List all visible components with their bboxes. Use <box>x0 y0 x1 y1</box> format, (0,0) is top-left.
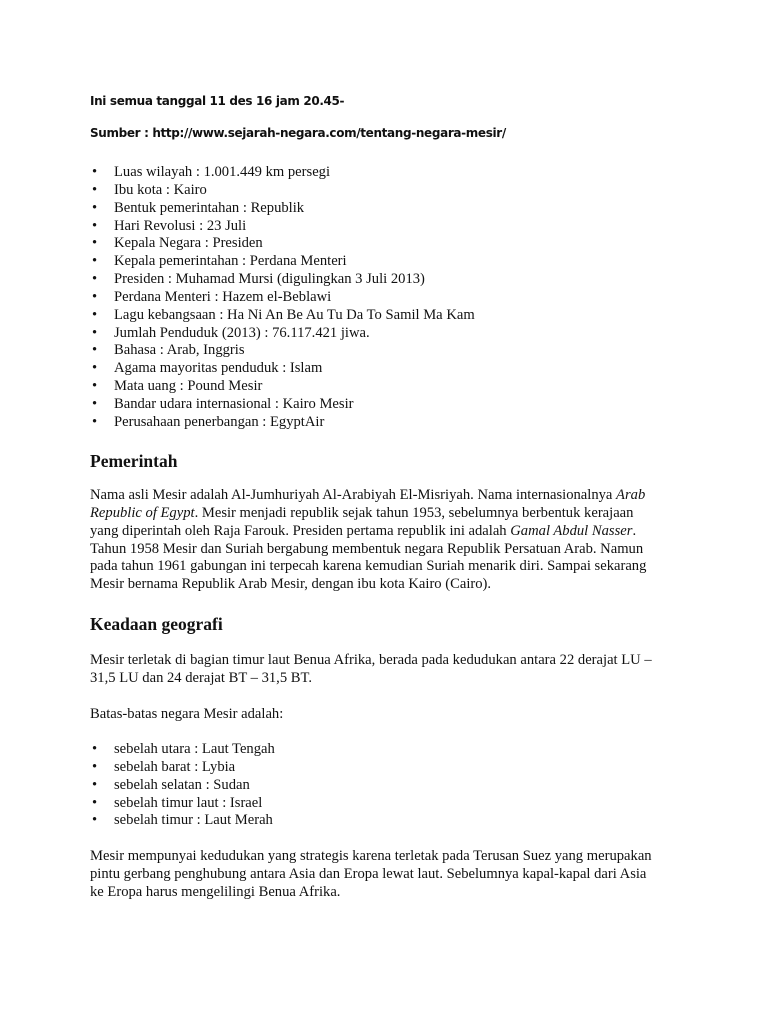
source-note: Sumber : http://www.sejarah-negara.com/tentang-negara-mesir/ <box>90 126 506 140</box>
text-line: Tahun 1958 Mesir dan Suriah bergabung membentuk negara Republik Persatuan Arab. Namun <box>90 540 644 557</box>
section-heading-pemerintah: Pemerintah <box>90 451 178 471</box>
text-line: Batas-batas negara Mesir adalah: <box>90 706 284 722</box>
text-line <box>90 487 690 505</box>
text-run: . <box>632 522 637 539</box>
text-run: . Mesir menjadi republik sejak tahun 1953, sebelumnya berbentuk kerajaan <box>194 504 634 521</box>
pemerintah-paragraph <box>90 487 690 594</box>
italic-text: Gamal Abdul Nasser <box>510 522 633 539</box>
list-item: • Jumlah Penduduk (2013) : 76.117.421 jiwa. <box>114 325 475 343</box>
list-item: • Mata uang : Pound Mesir <box>114 378 475 396</box>
list-item: • Bentuk pemerintahan : Republik <box>114 200 475 218</box>
text-line: ke Eropa harus mengelilingi Benua Afrika. <box>90 883 341 900</box>
list-item: • Agama mayoritas penduduk : Islam <box>114 360 475 378</box>
text-line: Mesir terletak di bagian timur laut Benua Afrika, berada pada kedudukan antara 22 derajat LU – <box>90 652 652 668</box>
borders-list <box>114 741 275 830</box>
text-line <box>90 505 690 523</box>
list-item: • Luas wilayah : 1.001.449 km persegi <box>114 164 475 182</box>
text-line: pada tahun 1961 gabungan ini terpecah karena kemudian Suriah menarik diri. Sampai sekarang <box>90 558 647 575</box>
text-line: 31,5 LU dan 24 derajat BT – 31,5 BT. <box>90 669 312 686</box>
list-item: • Kepala Negara : Presiden <box>114 235 475 253</box>
text-run: Nama asli Mesir adalah Al-Jumhuriyah Al-Arabiyah El-Misriyah. Nama internasionalnya <box>90 487 617 503</box>
list-item: • Ibu kota : Kairo <box>114 182 475 200</box>
text-line: pintu gerbang penghubung antara Asia dan Eropa lewat laut. Sebelumnya kapal-kapal dari Asia <box>90 865 647 882</box>
list-item: • sebelah barat : Lybia <box>114 759 275 777</box>
list-item: • sebelah utara : Laut Tengah <box>114 741 275 759</box>
strategic-paragraph <box>90 848 690 902</box>
country-facts-list <box>114 164 475 432</box>
list-item: • Lagu kebangsaan : Ha Ni An Be Au Tu Da To Samil Ma Kam <box>114 307 475 325</box>
list-item: • Kepala pemerintahan : Perdana Menteri <box>114 253 475 271</box>
text-line <box>90 523 690 541</box>
text-line: Mesir mempunyai kedudukan yang strategis karena terletak pada Terusan Suez yang merupakan <box>90 848 652 864</box>
list-item: • sebelah timur laut : Israel <box>114 795 275 813</box>
list-item: • Bahasa : Arab, Inggris <box>114 342 475 360</box>
list-item: • Perusahaan penerbangan : EgyptAir <box>114 414 475 432</box>
list-item: • sebelah timur : Laut Merah <box>114 812 275 830</box>
list-item: • sebelah selatan : Sudan <box>114 777 275 795</box>
italic-text: Arab <box>616 487 646 503</box>
text-line: Mesir bernama Republik Arab Mesir, dengan ibu kota Kairo (Cairo). <box>90 576 492 593</box>
section-heading-geografi: Keadaan geografi <box>90 614 223 634</box>
list-item: • Hari Revolusi : 23 Juli <box>114 218 475 236</box>
list-item: • Bandar udara internasional : Kairo Mesir <box>114 396 475 414</box>
text-run: yang diperintah oleh Raja Farouk. Presiden pertama republik ini adalah <box>90 522 511 539</box>
borders-intro <box>90 706 690 724</box>
italic-text: Republic of Egypt <box>90 504 195 521</box>
list-item: • Perdana Menteri : Hazem el-Beblawi <box>114 289 475 307</box>
list-item: • Presiden : Muhamad Mursi (digulingkan 3 Juli 2013) <box>114 271 475 289</box>
geografi-paragraph <box>90 652 690 688</box>
date-note: Ini semua tanggal 11 des 16 jam 20.45- <box>90 94 345 108</box>
